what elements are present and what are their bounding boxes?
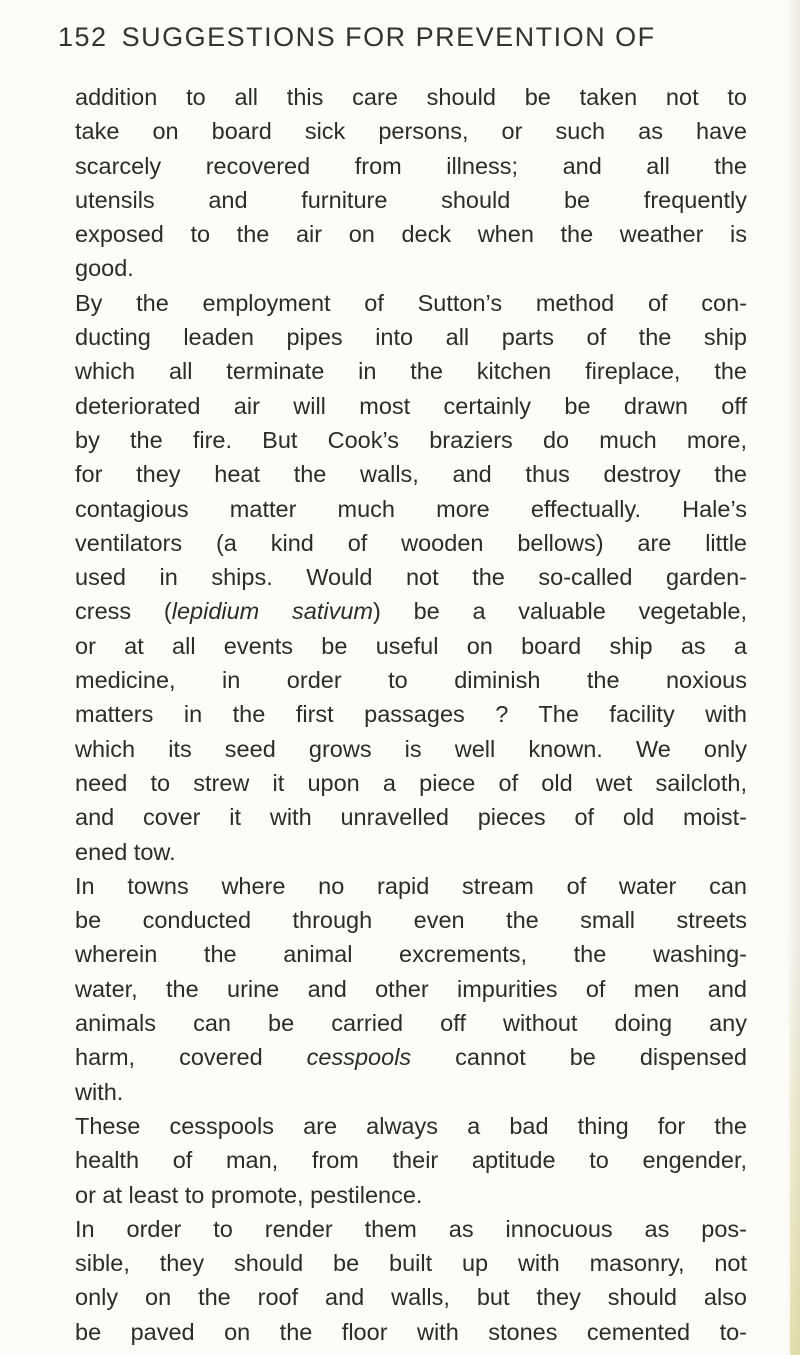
text-line: wherein the animal excrements, the washing-	[75, 941, 747, 968]
text-line	[75, 1040, 747, 1074]
text-line: contagious matter much more effectually. Hale’s	[75, 495, 747, 522]
text-run: cannot be dispensed	[411, 1044, 747, 1071]
text-line: In towns where no rapid stream of water can	[75, 872, 747, 899]
text-line: matters in the first passages ? The facility with	[75, 701, 747, 728]
text-line: which its seed grows is well known. We only	[75, 735, 747, 762]
text-line: These cesspools are always a bad thing for the	[75, 1112, 747, 1139]
running-head	[58, 22, 778, 72]
text-line: medicine, in order to diminish the noxious	[75, 667, 747, 694]
text-line: In order to render them as innocuous as pos-	[75, 1215, 747, 1242]
text-line: be paved on the floor with stones cemented to-	[75, 1318, 747, 1345]
text-line: or at least to promote, pestilence.	[75, 1181, 423, 1208]
text-run: cress (	[75, 598, 172, 625]
text-run: ) be a valuable vegetable,	[372, 598, 748, 625]
text-line: for they heat the walls, and thus destroy the	[75, 461, 747, 488]
text-line: good.	[75, 255, 134, 282]
text-line: scarcely recovered from illness; and all the	[75, 152, 747, 179]
italic-term: cesspools	[306, 1044, 412, 1071]
text-line: ducting leaden pipes into all parts of the ship	[75, 324, 747, 351]
text-line: deteriorated air will most certainly be drawn off	[75, 392, 747, 419]
text-line: be conducted through even the small streets	[75, 907, 747, 934]
body-text	[75, 80, 747, 1349]
text-line: used in ships. Would not the so-called garden-	[75, 564, 747, 591]
italic-term: lepidium sativum	[171, 598, 373, 625]
text-line: by the fire. But Cook’s braziers do much more,	[75, 426, 747, 453]
text-line: health of man, from their aptitude to engender,	[75, 1147, 747, 1174]
page-number: 152	[58, 22, 108, 52]
text-line: need to strew it upon a piece of old wet sailcloth,	[75, 769, 747, 796]
running-title: SUGGESTIONS FOR PREVENTION OF	[121, 22, 656, 52]
page-edge-stain	[790, 935, 800, 1355]
text-line	[75, 594, 747, 628]
text-line: addition to all this care should be taken not to	[75, 84, 747, 110]
text-line: which all terminate in the kitchen fireplace, the	[75, 358, 747, 385]
text-line: ened tow.	[75, 838, 176, 865]
text-line: or at all events be useful on board ship as a	[75, 632, 747, 659]
text-line: utensils and furniture should be frequently	[75, 186, 747, 213]
text-line: By the employment of Sutton’s method of con-	[75, 289, 747, 316]
text-line: with.	[75, 1078, 124, 1105]
text-line: animals can be carried off without doing any	[75, 1010, 747, 1037]
text-line: only on the roof and walls, but they should also	[75, 1284, 747, 1311]
text-line: take on board sick persons, or such as have	[75, 118, 747, 145]
text-line: water, the urine and other impurities of men and	[75, 975, 747, 1002]
text-line: sible, they should be built up with masonry, not	[75, 1250, 747, 1277]
text-line: ventilators (a kind of wooden bellows) are little	[75, 529, 747, 556]
text-run: harm, covered	[75, 1044, 307, 1071]
text-line: exposed to the air on deck when the weather is	[75, 221, 747, 248]
text-line: and cover it with unravelled pieces of old moist-	[75, 804, 747, 831]
